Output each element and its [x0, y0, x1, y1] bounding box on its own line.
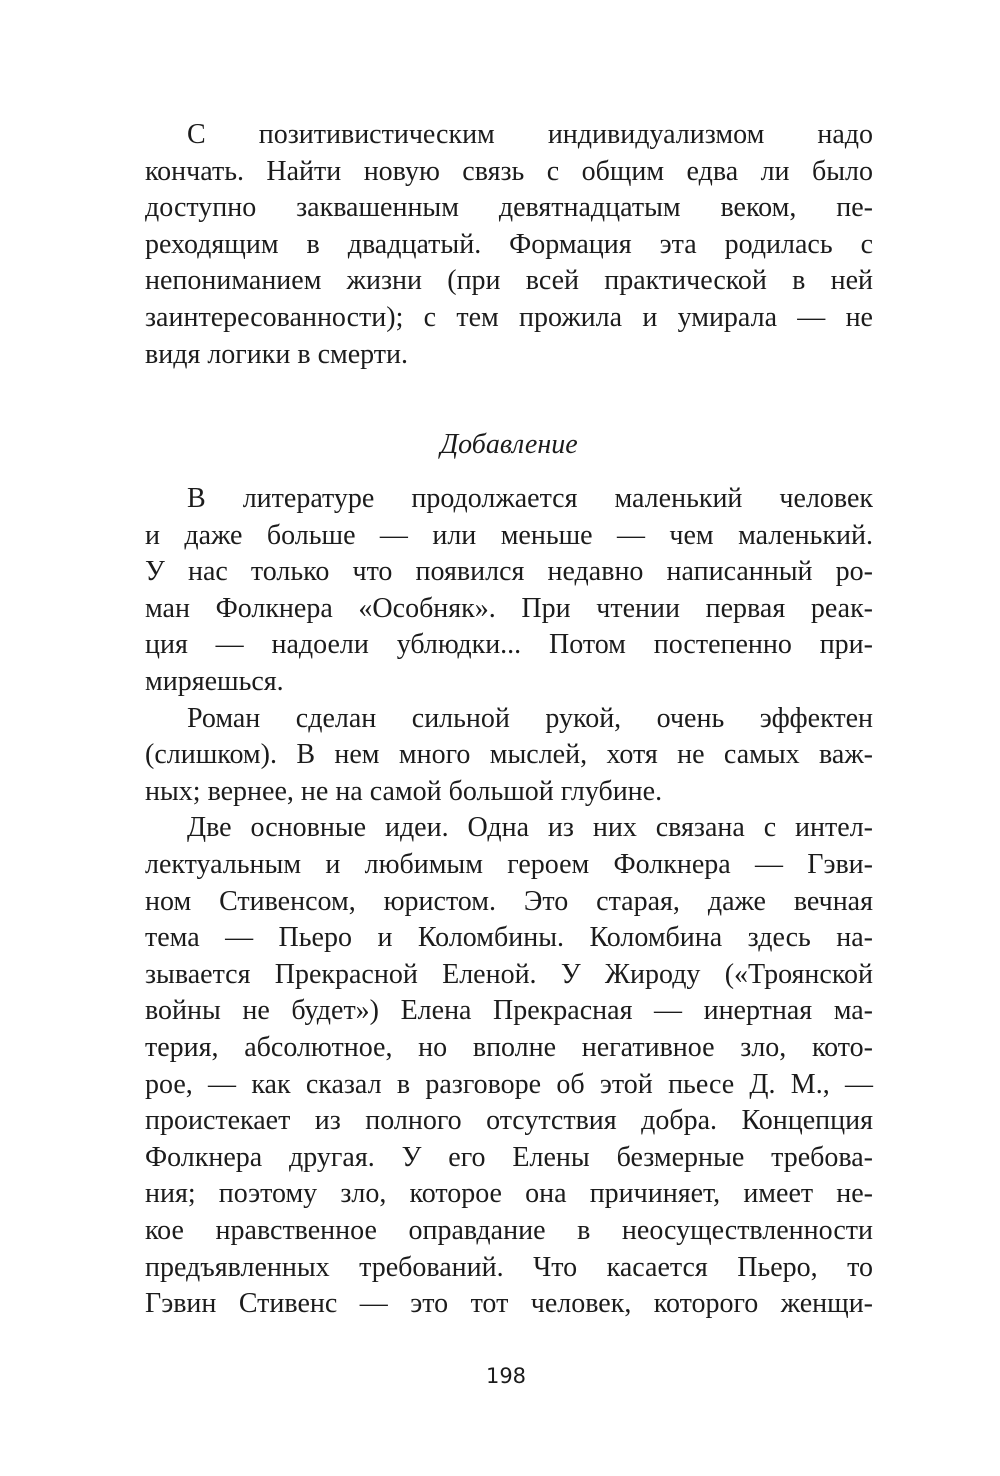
page-number: 198	[485, 1364, 527, 1388]
text-line: кончать. Найти новую связь с общим едва ли было	[145, 155, 873, 187]
text-line: (слишком). В нем много мыслей, хотя не самых важ-	[145, 739, 873, 771]
text-line: реходящим в двадцатый. Формация эта родилась с	[145, 228, 873, 260]
text-line: предъявленных требований. Что касается Пьеро, то	[145, 1251, 873, 1283]
text-line: миряешься.	[145, 665, 284, 697]
text-line: рое, — как сказал в разговоре об этой пьесе Д. М., —	[145, 1068, 873, 1100]
text-line: видя логики в смерти.	[145, 338, 409, 370]
text-line: ных; вернее, не на самой большой глубине.	[145, 775, 663, 807]
text-line: У нас только что появился недавно написанный ро-	[145, 556, 873, 588]
text-line: зывается Прекрасной Еленой. У Жироду («Троянской	[145, 958, 873, 990]
text-line: войны не будет») Елена Прекрасная — инертная ма-	[145, 995, 873, 1027]
text-line: Две основные идеи. Одна из них связана с интел-	[187, 812, 873, 844]
text-line: тема — Пьеро и Коломбины. Коломбина здесь на-	[145, 922, 873, 954]
text-line: Гэвин Стивенс — это тот человек, которого женщи-	[145, 1288, 873, 1320]
paragraph-3	[145, 701, 873, 811]
text-line: непониманием жизни (при всей практической в ней	[145, 265, 873, 297]
text-line: доступно заквашенным девятнадцатым веком, пе-	[145, 192, 873, 224]
text-line: терия, абсолютное, но вполне негативное зло, кото-	[145, 1031, 873, 1063]
section-heading: Добавление	[440, 429, 578, 460]
text-line: Роман сделан сильной рукой, очень эффектен	[187, 702, 873, 734]
text-line: В литературе продолжается маленький человек	[187, 483, 873, 514]
text-line: ния; поэтому зло, которое она причиняет, имеет не-	[145, 1178, 873, 1210]
text-line: кое нравственное оправдание в неосуществленности	[145, 1214, 873, 1246]
text-line: Фолкнера другая. У его Елены безмерные требова-	[145, 1141, 873, 1173]
text-line: С позитивистическим индивидуализмом надо	[187, 119, 873, 150]
paragraph-2	[145, 481, 873, 701]
text-line: заинтересованности); с тем прожила и умирала — не	[145, 301, 873, 333]
text-line: ман Фолкнера «Особняк». При чтении первая реак-	[145, 592, 873, 624]
text-line: и даже больше — или меньше — чем маленький.	[145, 519, 873, 551]
text-line: проистекает из полного отсутствия добра. Концепция	[145, 1105, 873, 1137]
paragraph-1	[145, 117, 873, 373]
text-line: ция — надоели ублюдки... Потом постепенно при-	[145, 629, 873, 661]
text-line: лектуальным и любимым героем Фолкнера — Гэви-	[145, 848, 873, 880]
text-line: ном Стивенсом, юристом. Это старая, даже вечная	[145, 885, 873, 917]
paragraph-4	[145, 810, 873, 1322]
